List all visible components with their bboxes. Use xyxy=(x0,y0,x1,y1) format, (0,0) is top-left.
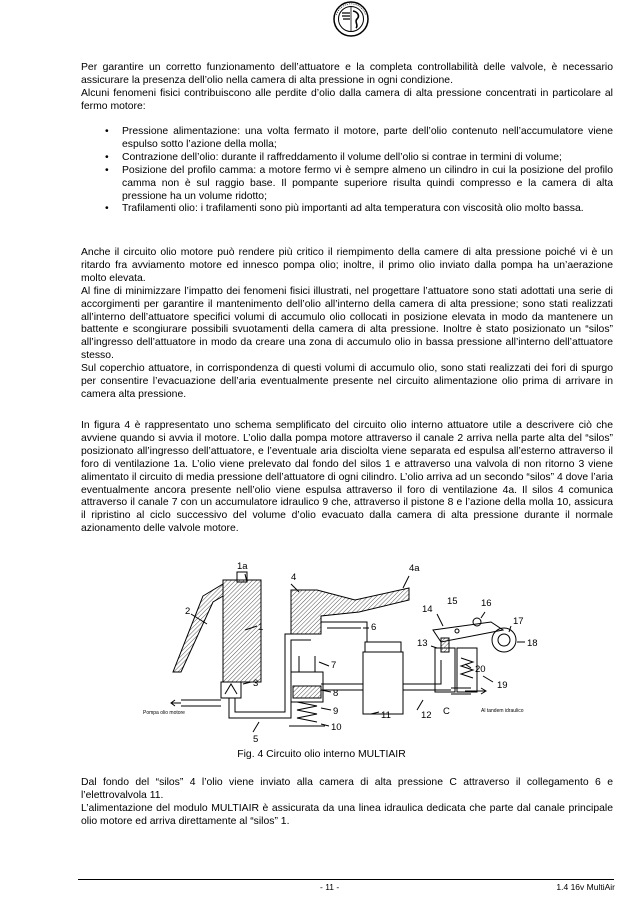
closing-paragraph-7: Dal fondo del “silos” 4 l’olio viene inviato alla camera di alta pressione C attraverso il collegamento 6 e l’elettrovalvola 11. xyxy=(81,777,613,801)
label-14: 14 xyxy=(422,604,433,615)
body-section-1 xyxy=(81,247,613,402)
label-4: 4 xyxy=(291,572,297,583)
alfa-romeo-logo-icon xyxy=(333,1,369,37)
body-paragraph-4: Al fine di minimizzare l’impatto dei fenomeni fisici illustrati, nel progettare l’attuatore sono stati adottati una serie di accorgimenti per garantire il mantenimento dell’olio all’interno della camera di alta pressione; sono stati realizzati all’interno dell’attuatore specifici volumi di accumulo olio collocati in posizione elevata in modo da mantenere un battente e scongiurare possibili svuotamenti della camera di alta pressione. Inoltre è stato posizionato un “silos” all’ingresso dell’attuatore in modo da creare una zona di accumulo olio in bassa pressione all’interno dell’attuatore stesso. xyxy=(81,285,613,362)
intro-paragraph-2: Alcuni fenomeni fisici contribuiscono alle perdite d’olio dalla camera di alta pressione concentrati in particolare al fermo motore: xyxy=(81,87,613,112)
footer-page-number: - 11 - xyxy=(320,882,340,892)
bullet-item: • Posizione del profilo camma: a motore fermo vi è sempre almeno un cilindro in cui la posizione del profilo camma non è sul raggio base. Il pompante superiore risulta quindi compresso e la camera di alta pressione ha un volume ridotto; xyxy=(105,164,613,202)
label-5: 5 xyxy=(253,734,259,745)
intro-section xyxy=(81,62,613,114)
bullet-list xyxy=(105,126,613,216)
label-11: 11 xyxy=(381,710,391,721)
label-17: 17 xyxy=(513,616,524,627)
label-12: 12 xyxy=(421,710,432,721)
label-4a: 4a xyxy=(409,563,420,574)
tandem-label: Al tandem idraulico xyxy=(481,708,524,714)
label-19: 19 xyxy=(497,680,508,691)
bullet-item: • Pressione alimentazione: una volta fermato il motore, parte dell’olio contenuto nell’accumulatore viene espulso sotto l’azione della molla; xyxy=(105,126,613,150)
label-7: 7 xyxy=(331,660,337,671)
label-1a: 1a xyxy=(237,561,248,572)
label-8: 8 xyxy=(333,688,339,699)
label-10: 10 xyxy=(331,722,342,733)
label-16: 16 xyxy=(481,598,492,609)
closing-paragraph-8: L’alimentazione del modulo MULTIAIR è assicurata da una linea idraulica dedicata che parte dal canale principale olio motore ed arriva direttamente al “silos” 1. xyxy=(81,802,613,827)
label-18: 18 xyxy=(527,638,538,649)
label-9: 9 xyxy=(333,706,339,717)
pump-label: Pompa olio motore xyxy=(143,710,185,716)
label-13: 13 xyxy=(417,638,428,649)
label-1: 1 xyxy=(258,622,264,633)
body-paragraph-5: Sul coperchio attuatore, in corrispondenza di questi volumi di accumulo olio, sono stati realizzati dei fori di spurgo per consentire l’evacuazione dell’aria eventualmente presente nel circuito alimentazione olio prima di arrivare in camera alta pressione. xyxy=(81,363,613,400)
bullet-item: • Contrazione dell’olio: durante il raffreddamento il volume dell’olio si contrae in termini di volume; xyxy=(105,151,562,163)
label-3: 3 xyxy=(253,678,259,689)
label-c: C xyxy=(443,706,450,717)
intro-paragraph-1: Per garantire un corretto funzionamento dell’attuatore e la completa controllabilità delle valvole, è necessario assicurare la presenza dell’olio nella camera di alta pressione in ogni condizione. xyxy=(81,62,613,86)
oil-circuit-diagram xyxy=(141,560,561,750)
footer-rule xyxy=(78,879,614,880)
label-2: 2 xyxy=(185,606,191,617)
body-section-2 xyxy=(81,420,613,536)
bullet-item: • Trafilamenti olio: i trafilamenti sono più importanti ad alta temperatura con viscosità olio molto bassa. xyxy=(105,203,584,215)
label-20: 20 xyxy=(475,664,486,675)
figure-caption: Fig. 4 Circuito olio interno MULTIAIR xyxy=(237,749,406,760)
closing-section xyxy=(81,777,613,829)
label-6: 6 xyxy=(371,622,377,633)
body-paragraph-3: Anche il circuito olio motore può rendere più critico il riempimento della camere di alta pressione poiché vi è un ritardo fra avviamento motore ed innesco pompa olio; inoltre, il primo olio inviato dalla pompa ha un’aerazione molto elevata. xyxy=(81,247,613,284)
footer-title: 1.4 16v MultiAir xyxy=(556,882,615,892)
label-15: 15 xyxy=(447,596,458,607)
body-paragraph-6: In figura 4 è rappresentato uno schema semplificato del circuito olio interno attuatore utile a descrivere ciò che avviene quando si avvia il motore. L’olio dalla pompa motore attraverso il canale 2 arriva nella parte alta del “silos” posizionato all’ingresso dell’attuatore, e l’eventuale aria disciolta viene separata ed espulsa all’esterno attraverso il foro di ventilazione 1a. L’olio viene prelevato dal fondo del silos 1 e attraverso una valvola di non ritorno 3 viene alimentato il circuito di media pressione dell’attuatore di ogni cilindro. L’olio arriva ad un secondo “silos” 4 dove l’aria eventualmente ancora presente nell’olio viene espulsa attraverso il foro di ventilazione 4a. Il silos 4 comunica attraverso il canale 7 con un accumulatore idraulico 9 che, attraverso il pistone 8 e l’azione della molla 10, assicura il ripristino al ciclo successivo del volume d’olio evacuato dalla camera di alta pressione durante il normale azionamento delle valvole motore. xyxy=(81,420,613,535)
